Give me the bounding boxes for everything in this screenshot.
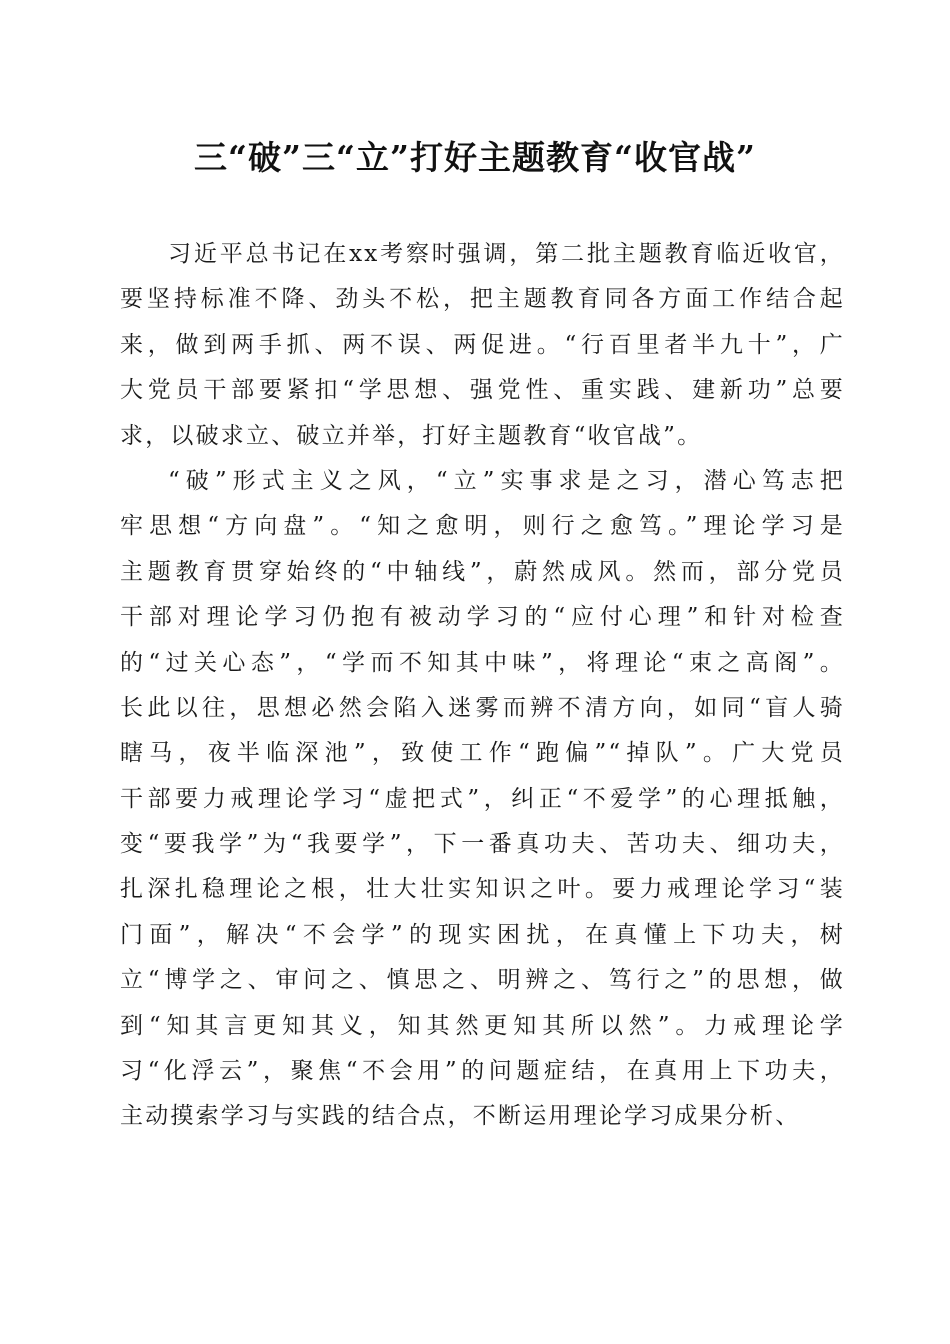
paragraph-1 bbox=[120, 232, 845, 459]
text-line: 变“要我学”为“我要学”，下一番真功夫、苦功夫、细功夫， bbox=[120, 831, 845, 858]
text-line: 来，做到两手抓、两不误、两促进。“行百里者半九十”，广 bbox=[120, 331, 845, 358]
text-line: 扎深扎稳理论之根，壮大壮实知识之叶。要力戒理论学习“装 bbox=[120, 876, 845, 903]
text-line: 要坚持标准不降、劲头不松，把主题教育同各方面工作结合起 bbox=[120, 286, 845, 313]
text-line: 瞎马，夜半临深池”，致使工作“跑偏”“掉队”。广大党员 bbox=[120, 740, 845, 767]
text-line: 立“博学之、审问之、慎思之、明辨之、笃行之”的思想，做 bbox=[120, 967, 845, 994]
text-line: 牢思想“方向盘”。“知之愈明，则行之愈笃。”理论学习是 bbox=[120, 513, 845, 540]
text-line: 到“知其言更知其义，知其然更知其所以然”。力戒理论学 bbox=[120, 1012, 845, 1039]
paragraph-2 bbox=[120, 459, 845, 1140]
text-line: 干部对理论学习仍抱有被动学习的“应付心理”和针对检查 bbox=[120, 604, 845, 631]
text-line: 习“化浮云”，聚焦“不会用”的问题症结，在真用上下功夫， bbox=[120, 1058, 845, 1085]
text-line: 的“过关心态”，“学而不知其中味”，将理论“束之高阁”。 bbox=[120, 649, 845, 676]
text-line: 长此以往，思想必然会陷入迷雾而辨不清方向，如同“盲人骑 bbox=[120, 694, 845, 721]
text-line: 大党员干部要紧扣“学思想、强党性、重实践、建新功”总要 bbox=[120, 377, 845, 404]
document-title: 三“破”三“立”打好主题教育“收官战” bbox=[194, 138, 756, 177]
text-line: 习近平总书记在xx考察时强调，第二批主题教育临近收官， bbox=[168, 241, 845, 267]
text-line: 干部要力戒理论学习“虚把式”，纠正“不爱学”的心理抵触， bbox=[120, 785, 845, 812]
text-line: 主动摸索学习与实践的结合点，不断运用理论学习成果分析、 bbox=[120, 1103, 801, 1130]
text-line: 主题教育贯穿始终的“中轴线”，蔚然成风。然而，部分党员 bbox=[120, 558, 845, 585]
document-body bbox=[120, 232, 845, 1140]
text-line: “破”形式主义之风，“立”实事求是之习，潜心笃志把 bbox=[168, 467, 845, 494]
text-line: 求，以破求立、破立并举，打好主题教育“收官战”。 bbox=[120, 422, 703, 449]
text-line: 门面”，解决“不会学”的现实困扰，在真懂上下功夫，树 bbox=[120, 921, 845, 948]
